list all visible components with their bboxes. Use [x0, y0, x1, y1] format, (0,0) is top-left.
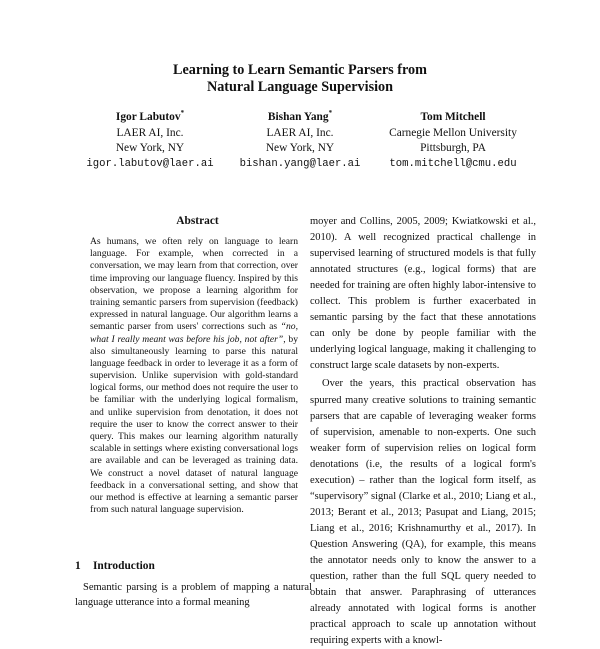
author-email[interactable]: bishan.yang@laer.ai — [239, 157, 361, 170]
abstract-quote: “no, what I really meant was before his job, not after” — [90, 321, 298, 345]
equal-contribution-mark: * — [180, 109, 185, 118]
abstract-text-start: As humans, we often rely on language to learn language. For example, when corrected in a conversation, we may learn from that correction, over time improving our language fluency. Inspired by this observation, we propose a learning algorithm for training semantic parsers from supervision (feedback) expressed in natural language. Our algorithm learns a semantic parser from users' corrections such as — [90, 236, 298, 333]
section-heading-introduction — [75, 560, 155, 572]
author-location: New York, NY — [265, 142, 335, 154]
title-line-2: Natural Language Supervision — [206, 79, 394, 95]
intro-paragraph-1: moyer and Collins, 2005, 2009; Kwiatkowski et al., 2010). A well recognized practical challenge in supervised learning of structured models is that fully annotated structures (e.g., logical forms) that are needed for training are often highly labor-intensive to collect. This problem is further exacerbated in semantic parsing by the fact that these annotations can only be done by people familiar with the underlying logical language, making it challenging to construct large scale datasets by non-experts. — [310, 216, 536, 372]
abstract-text-end: , by also simultaneously learning to parse this natural language feedback in order to leverage it as a form of supervision. Unlike supervision with gold-standard logical forms, our method does not require the user to be familiar with the underlying logical formalism, and unlike supervision from denotation, it does not require the user to know the correct answer to their query. This makes our learning algorithm naturally scalable in settings where existing conversational logs are available and can be leveraged as training data. We construct a novel dataset of natural language feedback in a conversational setting, and show that our method is effective at learning a semantic parser from such natural language supervision. — [90, 333, 298, 516]
author-name: Igor Labutov — [115, 111, 181, 123]
author-name: Tom Mitchell — [420, 111, 486, 123]
title-line-1: Learning to Learn Semantic Parsers from — [173, 62, 427, 78]
section-number: 1 — [75, 560, 81, 572]
author-affiliation: LAER AI, Inc. — [116, 126, 184, 139]
equal-contribution-mark: * — [328, 109, 333, 118]
author-block-mitchell — [368, 110, 538, 172]
abstract-heading: Abstract — [176, 215, 219, 227]
author-affiliation: LAER AI, Inc. — [266, 126, 334, 139]
author-email[interactable]: tom.mitchell@cmu.edu — [389, 157, 517, 170]
abstract-body — [90, 236, 298, 516]
author-location: New York, NY — [115, 142, 185, 154]
section-title: Introduction — [93, 560, 155, 572]
author-block-yang — [225, 110, 375, 172]
author-block-labutov — [75, 110, 225, 172]
right-column — [310, 214, 536, 649]
paper-title — [0, 62, 600, 96]
introduction-text: Semantic parsing is a problem of mapping a natural language utterance into a formal meaning — [75, 582, 312, 608]
intro-paragraph-2: Over the years, this practical observation has spurred many creative solutions to training semantic parsers that are capable of leveraging weaker forms of supervision, amenable to non-experts. One such weaker form of supervision relies on logical form denotations (i.e, the results of a logical form's execution) – rather than the logical form itself, as “supervisory” signal (Clarke et al., 2010; Liang et al., 2013; Berant et al., 2013; Pasupat and Liang, 2015; Liang et al., 2016; Krishnamurthy et al., 2017). In Question Answering (QA), for example, this means the annotator needs only to know the answer to a question, rather than the full SQL query needed to obtain that answer. Paraphrasing of utterances already annotated with logical forms is another practical approach to scale up annotation without requiring experts with a knowl- — [310, 378, 536, 647]
author-name: Bishan Yang — [267, 111, 329, 123]
author-location: Pittsburgh, PA — [420, 142, 486, 154]
author-email[interactable]: igor.labutov@laer.ai — [86, 157, 214, 170]
author-affiliation: Carnegie Mellon University — [389, 126, 517, 139]
